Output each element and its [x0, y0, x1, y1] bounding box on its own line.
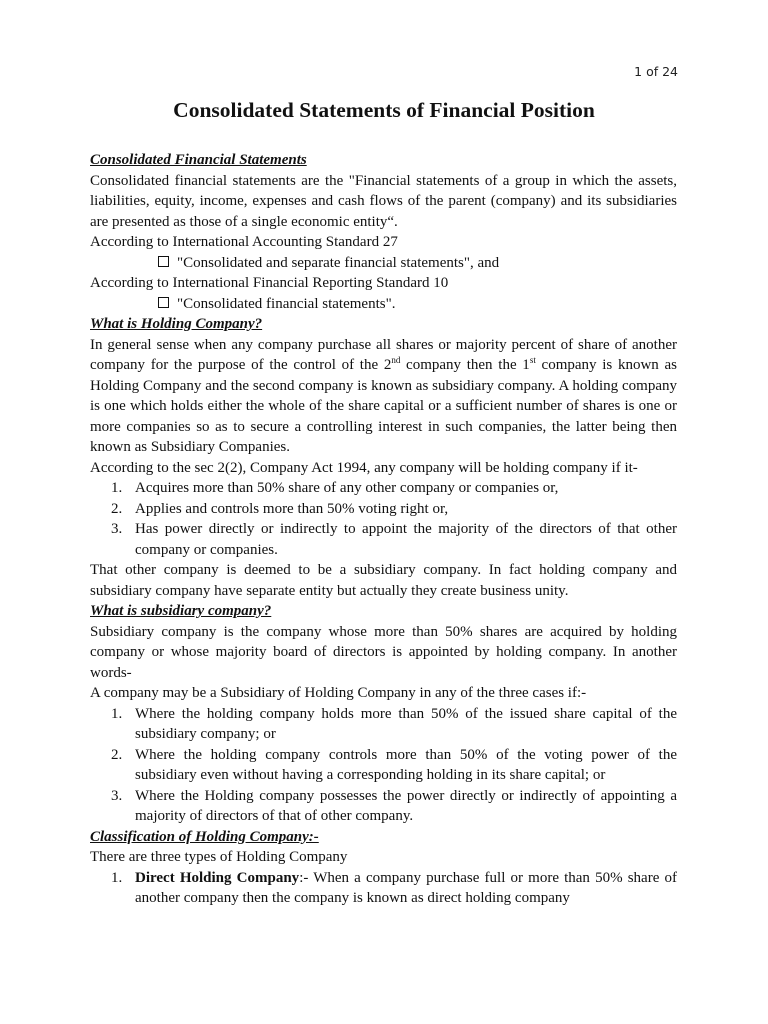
ifrs-line: According to International Financial Reporting Standard 10: [90, 275, 449, 291]
section-heading-holding-company: What is Holding Company?: [90, 316, 263, 332]
section-heading-classification: Classification of Holding Company:-: [90, 828, 319, 845]
list-item: [90, 745, 677, 786]
document-title: Consolidated Statements of Financial Position: [173, 98, 595, 122]
list-item-text: Where the holding company holds more than 50% of the issued share capital of the subsidiary company; or: [135, 705, 677, 742]
list-number: 3.: [111, 787, 123, 804]
bullet-text: "Consolidated and separate financial statements", and: [177, 254, 500, 271]
list-number: 2.: [111, 746, 123, 763]
document-body: [90, 150, 677, 909]
bullet-item-ifrs: [90, 294, 677, 315]
classification-list: [90, 868, 677, 909]
list-item-text: Where the Holding company possesses the power directly or indirectly of appointing a majority of directors of that of other company.: [135, 787, 677, 824]
list-number: 2.: [111, 500, 123, 517]
list-item: [90, 478, 677, 499]
list-number: 1.: [111, 705, 123, 722]
list-item-text: Applies and controls more than 50% voting right or,: [135, 500, 449, 517]
list-item-text: Has power directly or indirectly to appoint the majority of the directors of that other company or companies.: [135, 521, 677, 558]
bullet-text: "Consolidated financial statements".: [177, 295, 396, 312]
section-heading-subsidiary: What is subsidiary company?: [90, 603, 272, 619]
list-item-text: Where the holding company controls more than 50% of the voting power of the subsidiary even without having a corresponding holding in its share capital; or: [135, 746, 677, 783]
paragraph-text: company is known as Holding Company and the second company is known as subsidiary company. A holding company is one which holds either the whole of the share capital or a sufficient number of shares is one or more companies so as to secure a controlling interest in such companies, the latter being then known as Subsidiary Companies.: [90, 357, 677, 455]
list-item-text: Acquires more than 50% share of any other company or companies or,: [135, 480, 559, 496]
ordinal-superscript: st: [529, 355, 536, 365]
list-number: 3.: [111, 521, 123, 537]
cases-line: A company may be a Subsidiary of Holding Company in any of the three cases if:-: [90, 685, 587, 701]
subsidiary-cases-list: [90, 704, 677, 827]
paragraph-holding-company: [90, 335, 677, 458]
classification-intro: There are three types of Holding Company: [90, 849, 348, 865]
term-bold: Direct Holding Company: [135, 869, 300, 886]
paragraph-subsidiary: Subsidiary company is the company whose more than 50% shares are acquired by holding company or whose majority board of directors is appointed by holding company. In another words-: [90, 623, 677, 681]
bullet-item-ias: [90, 253, 677, 274]
checkbox-bullet-icon: [158, 256, 169, 267]
list-item: [90, 786, 677, 827]
list-item: [90, 499, 677, 520]
paragraph-text: In general sense when any company purchase all shares or majority percent of share of another company for the purpose of the control of the 2: [90, 336, 677, 373]
holding-criteria-list: [90, 478, 677, 560]
section-heading-consolidated-fs: Consolidated Financial Statements: [90, 152, 307, 168]
paragraph-definition: Consolidated financial statements are the "Financial statements of a group in which the assets, liabilities, equity, income, expenses and cash flows of the parent (company) and its subsidiaries are presented as those of a single economic entity“.: [90, 172, 677, 230]
list-item: [90, 868, 677, 909]
ias-line: According to International Accounting Standard 27: [90, 234, 398, 250]
list-item: [90, 704, 677, 745]
ordinal-superscript: nd: [391, 355, 401, 365]
list-item: [90, 519, 677, 560]
list-item-text: :- When a company purchase full or more than 50% share of another company then the company is known as direct holding company: [135, 869, 677, 906]
paragraph-closing: That other company is deemed to be a subsidiary company. In fact holding company and subsidiary company have separate entity but actually they create business unity.: [90, 562, 677, 599]
paragraph-text: company then the 1: [400, 357, 530, 373]
page-number: 1 of 24: [634, 64, 678, 79]
checkbox-bullet-icon: [158, 297, 169, 308]
list-number: 1.: [111, 869, 123, 886]
list-number: 1.: [111, 480, 123, 496]
company-act-line: According to the sec 2(2), Company Act 1994, any company will be holding company if it-: [90, 459, 638, 476]
